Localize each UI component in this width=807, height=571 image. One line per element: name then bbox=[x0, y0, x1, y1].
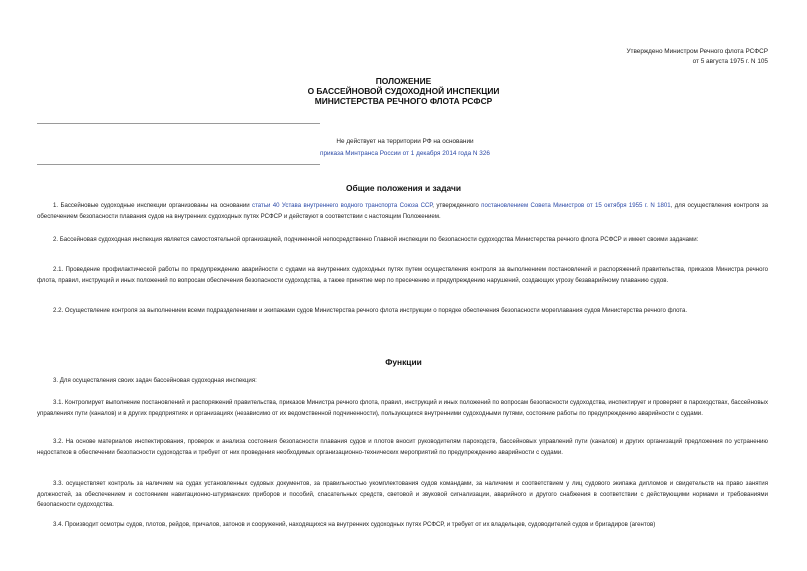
divider-top bbox=[37, 123, 320, 124]
paragraph-2-2: 2.2. Осуществление контроля за выполнением всеми подразделениями и экипажами судов Министерства речного флота инструкции о порядке обеспечения безопасности мореплавания судов Министерства речного флота. bbox=[53, 307, 688, 314]
divider-bottom bbox=[37, 164, 320, 165]
paragraph-3-2: 3.2. На основе материалов инспектирования, проверок и анализа состояния безопасности плавания судов и плотов вносит руководителям пароходств, бассейновых управлений пути (каналов) и других организаций предложения по устранению недостатков в обеспечении безопасности судоходства и требует от них проведения необходимых организационно-технических мероприятий по предупреждению аварийности с судами. bbox=[37, 438, 768, 456]
paragraph-2-1: 2.1. Проведение профилактической работы по предупреждению аварийности с судами на внутренних судоходных путях путем осуществления контроля за выполнением постановлений и распоряжений правительства, приказов Министра речного флота, правил, инструкций и иных положений по вопросам обеспечения безопасности судоходства, а также принятие мер по пресечению и предупреждению нарушений, создающих угрозу безаварийному плаванию судов. bbox=[37, 266, 768, 284]
notice-text: Не действует на территории РФ на основании bbox=[336, 138, 474, 145]
approval-line-2: от 5 августа 1975 г. N 105 bbox=[692, 58, 768, 65]
paragraph-3-4: 3.4. Производит осмотры судов, плотов, рейдов, причалов, затонов и сооружений, находящихся на внутренних судоходных путях РСФСР, и требует от их владельцев, судоводителей судов и бригадиров (агентов) bbox=[53, 521, 656, 528]
title-line-3: МИНИСТЕРСТВА РЕЧНОГО ФЛОТА РСФСР bbox=[314, 96, 493, 106]
paragraph-2: 2. Бассейновая судоходная инспекция является самостоятельной организацией, подчиненной непосредственно Главной инспекции по безопасности судоходства Министерства речного флота РСФСР и имеет своими задачами: bbox=[53, 236, 699, 243]
paragraph-1 bbox=[37, 201, 768, 222]
paragraph-1-text-a: 1. Бассейновые судоходные инспекции организованы на основании bbox=[53, 202, 253, 209]
approval-line-1: Утверждено Министром Речного флота РСФСР bbox=[626, 48, 768, 55]
document-title bbox=[0, 76, 807, 106]
title-line-2: О БАССЕЙНОВОЙ СУДОХОДНОЙ ИНСПЕКЦИИ bbox=[307, 86, 500, 96]
title-line-1: ПОЛОЖЕНИЕ bbox=[375, 76, 432, 86]
section-heading-functions: Функции bbox=[385, 357, 422, 367]
link-ustav-article-40[interactable]: статьи 40 Устава внутреннего водного транспорта Союза ССР bbox=[252, 202, 433, 209]
paragraph-3-1: 3.1. Контролирует выполнение постановлений и распоряжений правительства, приказов Министра речного флота, правил, инструкций и иных положений по вопросам безопасности судоходства, инспектирует и проверяет в пароходствах, бассейновых управлениях пути (каналов) и в других предприятиях и организациях (независимо от их ведомственной подчиненности), пользующихся внутренними судоходными путями, состояние работы по предупреждению аварийности с судами. bbox=[37, 399, 768, 417]
status-notice bbox=[300, 136, 510, 160]
paragraph-1-text-c: , для осуществления контроля за обеспечением безопасности плавания судов на внутренних судоходных путях РСФСР и действуют в соответствии с настоящим Положением. bbox=[37, 202, 769, 220]
section-heading-general: Общие положения и задачи bbox=[346, 183, 461, 193]
paragraph-3: 3. Для осуществления своих задач бассейновая судоходная инспекция: bbox=[53, 377, 257, 384]
link-postanovlenie-1801[interactable]: постановлением Совета Министров от 15 октября 1955 г. N 1801 bbox=[481, 202, 671, 209]
paragraph-1-text-b: , утвержденного bbox=[432, 202, 482, 209]
paragraph-3-3: 3.3. осуществляет контроль за наличием на судах установленных судовых документов, за правильностью укомплектования судов командами, за наличием и соответствием у лиц судового экипажа дипломов и свидетельств на право занятия должностей, за обеспечением и состоянием навигационно-штурманских приборов и пособий, спасательных средств, световой и звуковой сигнализации, аварийного и другого снабжения в соответствии с действующими нормами и требованиями безопасности судоходства. bbox=[37, 480, 768, 509]
notice-link[interactable]: приказа Минтранса России от 1 декабря 2014 года N 326 bbox=[320, 150, 490, 157]
approval-stamp bbox=[626, 47, 768, 67]
